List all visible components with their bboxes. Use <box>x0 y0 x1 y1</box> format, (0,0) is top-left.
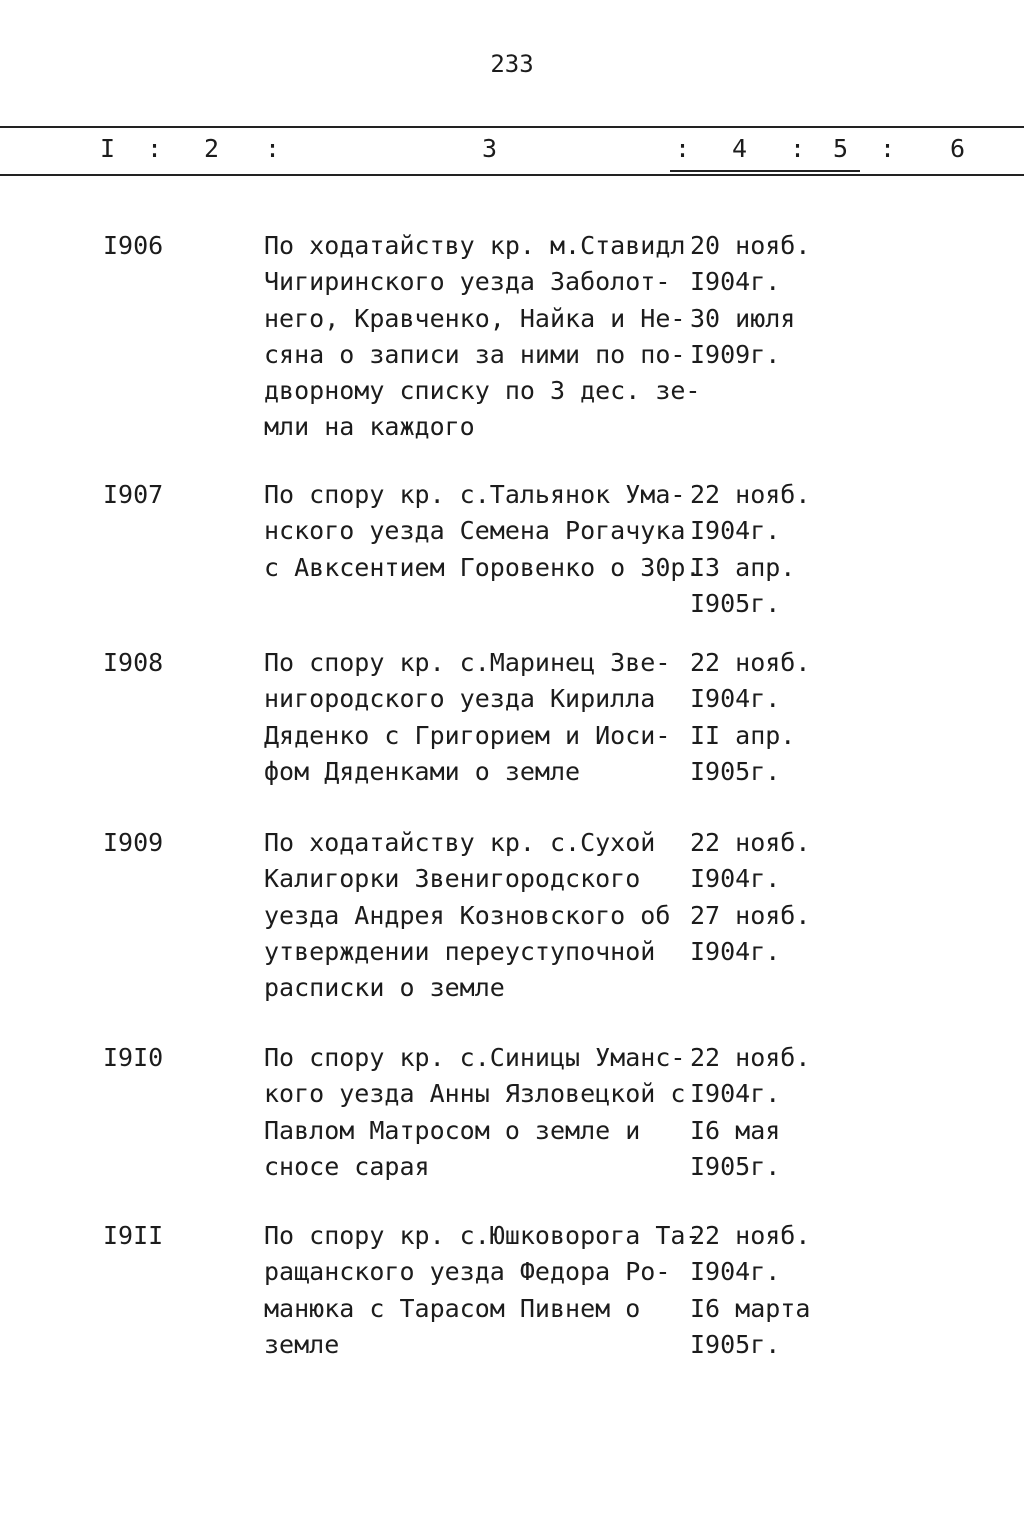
entry-description <box>264 1040 694 1185</box>
entry-dates <box>690 1040 830 1185</box>
entry-text-line: По спору кр. с.Тальянок Ума- <box>264 480 686 509</box>
entry-dates <box>690 825 830 970</box>
entry-text-line: него, Кравченко, Найка и Не- <box>264 303 686 333</box>
entry-text-line: расписки о земле <box>264 973 505 1003</box>
entry-description <box>264 645 694 790</box>
table-header-top-rule <box>0 126 1024 128</box>
entry-text-line: ращанского уезда Федора Ро- <box>264 1257 671 1287</box>
column-separator: : <box>880 134 896 163</box>
entry-text-line: сносе сарая <box>264 1151 430 1181</box>
column-separator: : <box>147 134 163 163</box>
entry-date-line: 22 нояб. <box>690 480 811 509</box>
entry-date-line: I904г. <box>690 936 781 966</box>
entry-date-line: I905г. <box>690 1151 781 1181</box>
entry-dates <box>690 1218 830 1363</box>
entry-description <box>264 825 694 1006</box>
entry-description <box>264 1218 701 1363</box>
entry-date-line: I3 апр. <box>690 552 796 582</box>
entry-dates <box>690 645 830 790</box>
column-separator: : <box>790 134 806 163</box>
entry-dates <box>690 477 830 622</box>
entry-date-line: I909г. <box>690 339 781 369</box>
entry-number: I907 <box>103 480 164 509</box>
entry-date-line: 22 нояб. <box>690 648 811 677</box>
entry-date-line: 30 июля <box>690 303 796 333</box>
entry-text-line: Чигиринского уезда Заболот- <box>264 267 671 297</box>
entry-number: I909 <box>103 828 164 857</box>
entry-text-line: Дяденко с Григорием и Иоси- <box>264 720 671 750</box>
entry-text-line: нского уезда Семена Рогачука <box>264 516 686 546</box>
entry-date-line: I905г. <box>690 1329 781 1359</box>
entry-text-line: Павлом Матросом о земле и <box>264 1115 641 1145</box>
column-header-5: 5 <box>833 134 849 163</box>
entry-text-line: фом Дяденками о земле <box>264 756 581 786</box>
entry-date-line: 22 нояб. <box>690 828 811 857</box>
entry-text-line: утверждении переуступочной <box>264 936 656 966</box>
page-number: 233 <box>490 50 534 78</box>
entry-date-line: I904г. <box>690 516 781 546</box>
entry-text-line: По спору кр. с.Юшковорога Та- <box>264 1221 701 1250</box>
entry-text-line: По ходатайству кр. с.Сухой <box>264 828 656 857</box>
entry-text-line: сяна о записи за ними по по- <box>264 339 686 369</box>
entry-description <box>264 477 701 586</box>
entry-date-line: I904г. <box>690 864 781 894</box>
column-header-1: I <box>100 134 116 163</box>
entry-text-line: с Авксентием Горовенко о 30р. <box>264 552 701 582</box>
entry-text-line: мли на каждого <box>264 412 475 442</box>
entry-text-line: земле <box>264 1329 340 1359</box>
column-header-4: 4 <box>732 134 748 163</box>
table-header-bottom-rule <box>0 174 1024 176</box>
entry-date-line: 20 нояб. <box>690 231 811 260</box>
column-separator: : <box>265 134 281 163</box>
column-4-5-underline <box>670 170 860 172</box>
entry-number: I906 <box>103 231 164 260</box>
entry-date-line: I905г. <box>690 588 781 618</box>
entry-description <box>264 228 701 446</box>
entry-date-line: II апр. <box>690 720 796 750</box>
entry-text-line: уезда Андрея Козновского об <box>264 900 671 930</box>
entry-text-line: кого уезда Анны Язловецкой с <box>264 1079 686 1109</box>
entry-date-line: I904г. <box>690 1079 781 1109</box>
entry-date-line: I6 марта <box>690 1293 811 1323</box>
entry-text-line: По ходатайству кр. м.Ставидл <box>264 231 686 260</box>
entry-date-line: 22 нояб. <box>690 1043 811 1072</box>
entry-text-line: манюка с Тарасом Пивнем о <box>264 1293 641 1323</box>
entry-text-line: По спору кр. с.Синицы Уманс- <box>264 1043 686 1072</box>
entry-text-line: По спору кр. с.Маринец Зве- <box>264 648 671 677</box>
entry-text-line: Калигорки Звенигородского <box>264 864 641 894</box>
entry-text-line: нигородского уезда Кирилла <box>264 684 656 714</box>
entry-text-line: дворному списку по 3 дес. зе- <box>264 376 701 406</box>
entry-dates <box>690 228 830 373</box>
entry-date-line: I6 мая <box>690 1115 781 1145</box>
column-separator: : <box>675 134 691 163</box>
entry-date-line: I904г. <box>690 1257 781 1287</box>
column-header-3: 3 <box>482 134 498 163</box>
column-header-2: 2 <box>204 134 220 163</box>
entry-date-line: I905г. <box>690 756 781 786</box>
entry-number: I9II <box>103 1221 164 1250</box>
entry-date-line: I904г. <box>690 684 781 714</box>
entry-number: I9I0 <box>103 1043 164 1072</box>
entry-number: I908 <box>103 648 164 677</box>
column-header-6: 6 <box>950 134 966 163</box>
entry-date-line: I904г. <box>690 267 781 297</box>
entry-date-line: 27 нояб. <box>690 900 811 930</box>
entry-date-line: 22 нояб. <box>690 1221 811 1250</box>
